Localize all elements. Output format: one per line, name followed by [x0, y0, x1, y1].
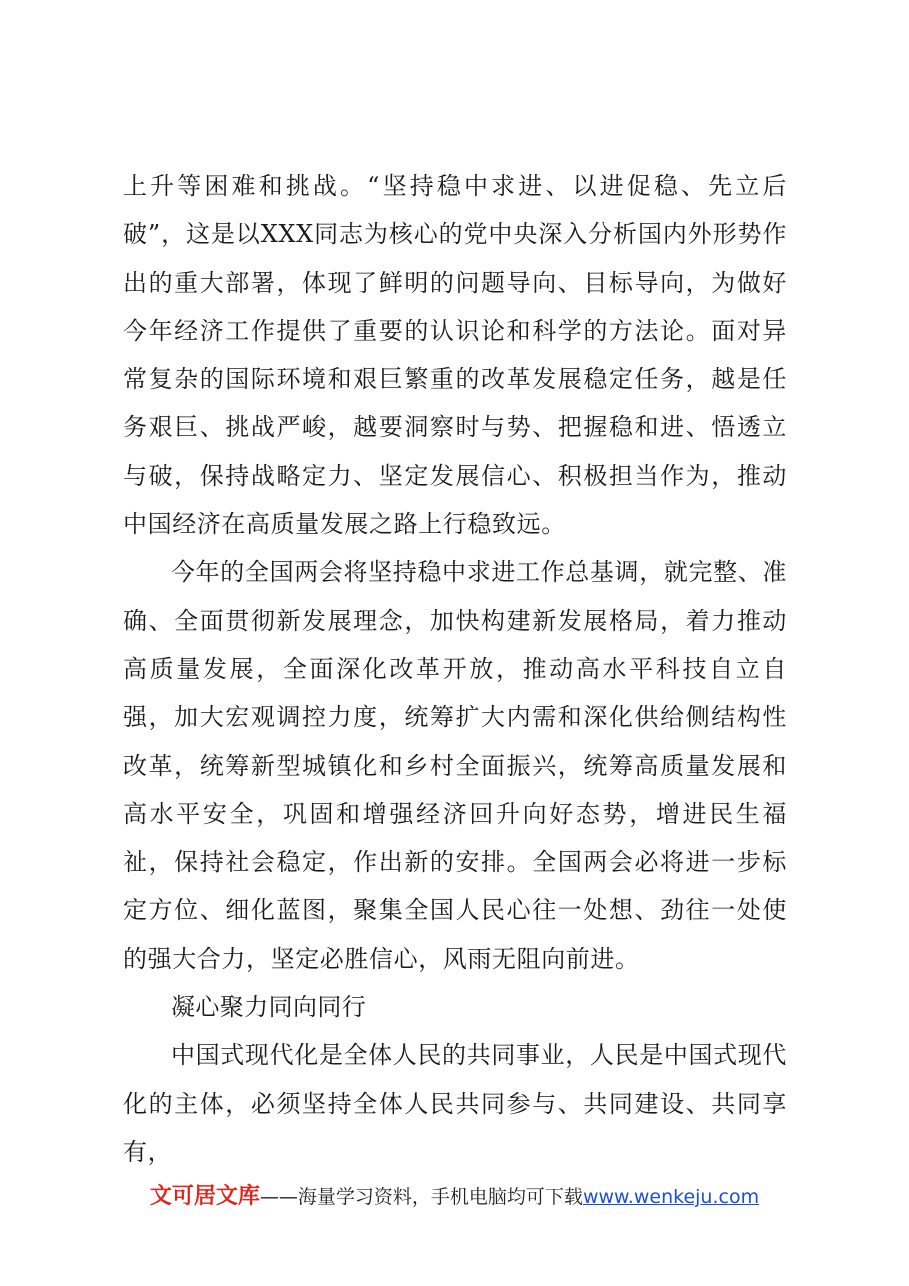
paragraph-2: 今年的全国两会将坚持稳中求进工作总基调，就完整、准确、全面贯彻新发展理念，加快构建新发展格局，着力推动高质量发展，全面深化改革开放，推动高水平科技自立自强，加大宏观调控力度，统筹扩大内需和深化供给侧结构性改革，统筹新型城镇化和乡村全面振兴，统筹高质量发展和高水平安全，巩固和增强经济回升向好态势，增进民生福祉，保持社会稳定，作出新的安排。全国两会必将进一步标定方位、细化蓝图，聚集全国人民心往一处想、劲往一处使的强大合力，坚定必胜信心，风雨无阻向前进。 — [123, 558, 787, 973]
paragraph-1: 上升等困难和挑战。“坚持稳中求进、以进促稳、先立后破”，这是以XXX同志为核心的党中央深入分析国内外形势作出的重大部署，体现了鲜明的问题导向、目标导向，为做好今年经济工作提供了重要的认识论和科学的方法论。面对异常复杂的国际环境和艰巨繁重的改革发展稳定任务，越是任务艰巨、挑战严峻，越要洞察时与势、把握稳和进、悟透立与破，保持战略定力、坚定发展信心、积极担当作为，推动中国经济在高质量发展之路上行稳致远。 — [123, 172, 787, 539]
paragraph-3: 中国式现代化是全体人民的共同事业，人民是中国式现代化的主体，必须坚持全体人民共同参与、共同建设、共同享有， — [123, 1041, 787, 1166]
footer-brand: 文可居文库 — [149, 1184, 260, 1209]
footer-tagline: ——海量学习资料，手机电脑均可下载 — [259, 1186, 583, 1208]
document-body — [123, 162, 787, 1176]
section-heading: 凝心聚力同向同行 — [171, 993, 367, 1022]
footer-banner — [0, 1176, 909, 1216]
footer-site-link[interactable]: www.wenkeju.com — [582, 1186, 760, 1208]
